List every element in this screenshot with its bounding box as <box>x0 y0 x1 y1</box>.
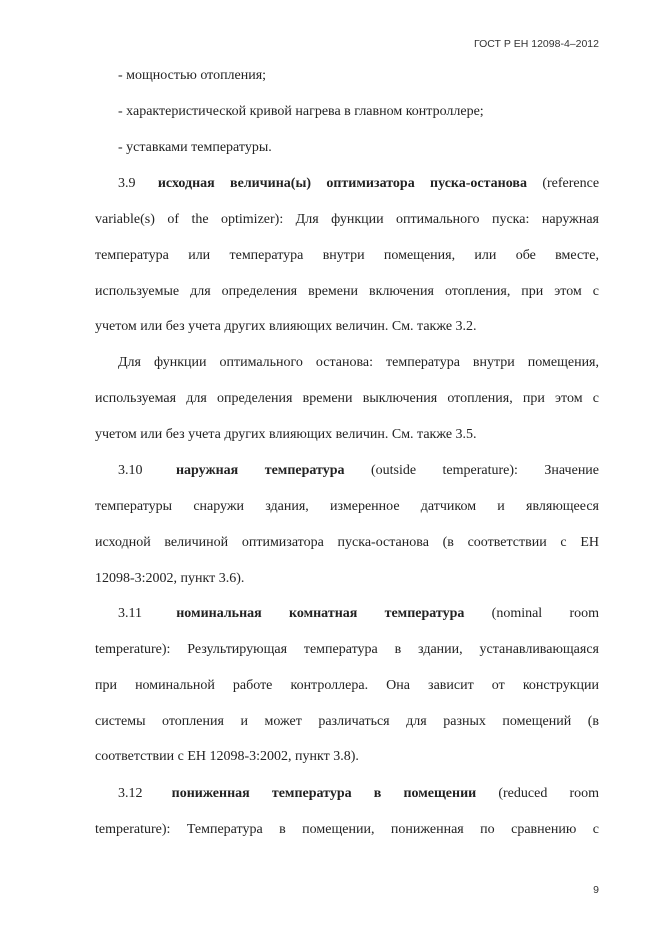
paragraph-line: 12098-3:2002, пункт 3.6). <box>95 571 245 586</box>
term-translation: (reference <box>542 176 600 191</box>
section-number: 3.11 <box>118 606 142 621</box>
term-translation: (reduced room <box>498 786 599 801</box>
page-number: 9 <box>593 884 599 896</box>
paragraph-line: используемая для определения времени выключения отопления, при этом с <box>95 391 599 406</box>
paragraph-line: системы отопления и может различаться для разных помещений (в <box>95 714 599 729</box>
list-item-setpoints: - уставками температуры. <box>118 140 272 155</box>
paragraph-line: соответствии с ЕН 12098-3:2002, пункт 3.8). <box>95 749 359 764</box>
list-item-heating-curve: - характеристической кривой нагрева в главном контроллере; <box>118 104 484 119</box>
section-3-11-heading <box>118 605 599 623</box>
paragraph-line: учетом или без учета других влияющих величин. См. также 3.5. <box>95 427 477 442</box>
paragraph-line: учетом или без учета других влияющих величин. См. также 3.2. <box>95 319 477 334</box>
term: исходная величина(ы) оптимизатора пуска-останова <box>157 176 527 191</box>
section-3-9-heading <box>118 175 599 193</box>
paragraph-line: температура или температура внутри помещения, или обе вместе, <box>95 248 599 263</box>
paragraph-line: temperature): Температура в помещении, пониженная по сравнению с <box>95 822 599 837</box>
term-translation: (nominal room <box>491 606 599 621</box>
section-number: 3.12 <box>118 786 143 801</box>
list-item-heating-power: - мощностью отопления; <box>118 68 267 83</box>
paragraph-line: используемые для определения времени включения отопления, при этом с <box>95 284 599 299</box>
section-number: 3.10 <box>118 463 143 478</box>
term: номинальная комнатная температура <box>176 606 465 621</box>
section-3-10-heading <box>118 462 599 480</box>
paragraph-line: температуры снаружи здания, измеренное датчиком и являющееся <box>95 499 599 514</box>
paragraph-line: temperature): Результирующая температура в здании, устанавливающаяся <box>95 642 599 657</box>
paragraph-line: при номинальной работе контроллера. Она зависит от конструкции <box>95 678 599 693</box>
paragraph-line: исходной величиной оптимизатора пуска-останова (в соответствии с ЕН <box>95 535 599 550</box>
paragraph-line: variable(s) of the optimizer): Для функции оптимального пуска: наружная <box>95 212 599 227</box>
term-translation: (outside temperature): Значение <box>370 463 600 478</box>
document-header: ГОСТ Р ЕН 12098-4–2012 <box>474 38 599 50</box>
section-number: 3.9 <box>118 176 136 191</box>
term: наружная температура <box>175 463 345 478</box>
paragraph-line: Для функции оптимального останова: температура внутри помещения, <box>118 355 599 370</box>
term: пониженная температура в помещении <box>171 786 477 801</box>
section-3-12-heading <box>118 785 599 803</box>
